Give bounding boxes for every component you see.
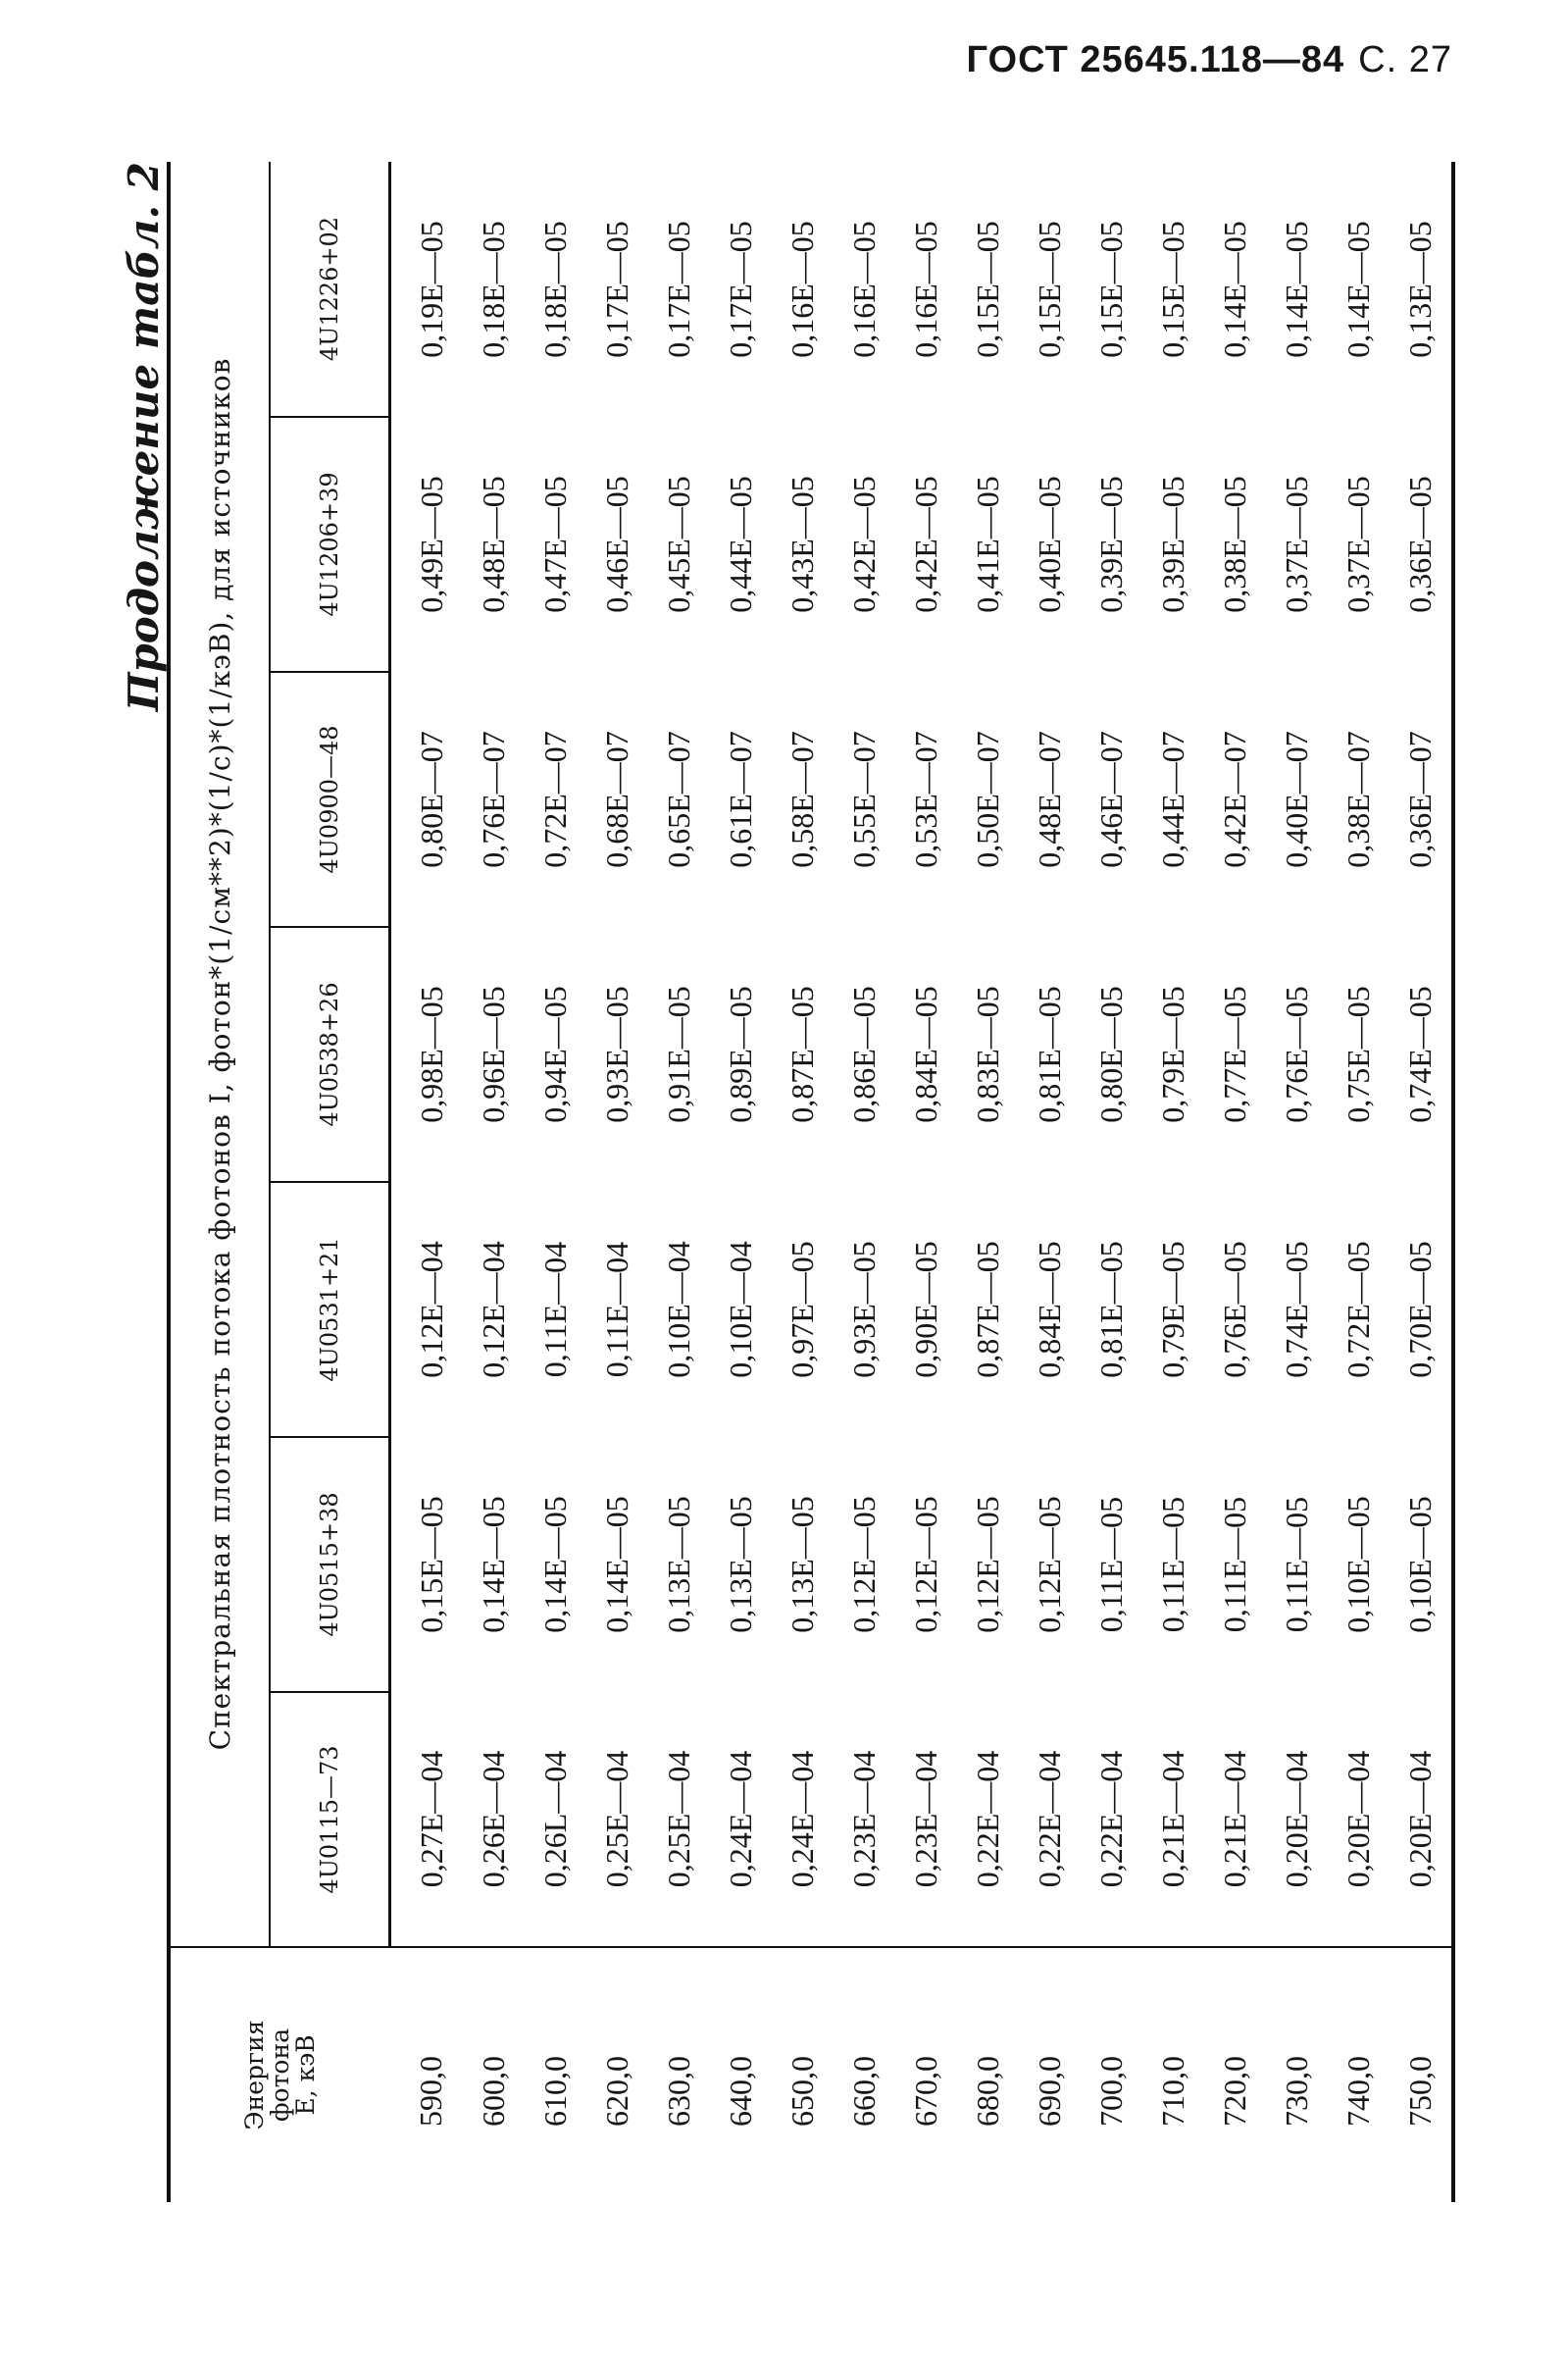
- value-cell: 0,50E—07: [970, 731, 1005, 868]
- energy-cell: 730,0: [1266, 1947, 1328, 2202]
- energy-cell: 740,0: [1328, 1947, 1390, 2202]
- table-row: [1266, 162, 1328, 2202]
- page-number: С. 27: [1358, 39, 1452, 80]
- value-cell: 0,75E—05: [1340, 986, 1376, 1123]
- value-cell: 0,14E—05: [1217, 221, 1252, 358]
- value-cell: 0,65E—07: [661, 731, 696, 868]
- value-cell: 0,12E—05: [970, 1496, 1005, 1633]
- value-cell: 0,77E—05: [1217, 986, 1252, 1123]
- table-row: [1081, 162, 1142, 2202]
- energy-header-line-1: Энергия: [239, 2020, 269, 2130]
- value-cell: 0,11E—05: [1155, 1496, 1190, 1633]
- value-cell: 0,11E—04: [537, 1241, 573, 1378]
- value-cell: 0,87E—05: [970, 1241, 1005, 1378]
- value-cell: 0,14E—05: [537, 1496, 573, 1633]
- value-cell: 0,14E—05: [1340, 221, 1376, 358]
- value-cell: 0,24E—04: [723, 1750, 758, 1888]
- value-cell: 0,38E—05: [1217, 476, 1252, 613]
- value-cell: 0,76E—05: [1279, 986, 1314, 1123]
- table-row: [895, 162, 957, 2202]
- table-row: [525, 162, 586, 2202]
- continuation-label: Продолжение табл. 2: [120, 162, 168, 712]
- value-cell: 0,24E—04: [784, 1750, 820, 1888]
- value-cell: 0,81E—05: [1032, 986, 1067, 1123]
- value-cell: 0,16E—05: [784, 221, 820, 358]
- value-cell: 0,86E—05: [846, 986, 882, 1123]
- value-cell: 0,39E—05: [1155, 476, 1190, 613]
- value-cell: 0,41E—05: [970, 476, 1005, 613]
- value-cell: 0,79E—05: [1155, 1241, 1190, 1378]
- value-cell: 0,74E—05: [1402, 986, 1438, 1123]
- value-cell: 0,25E—04: [661, 1750, 696, 1888]
- table-row: [648, 162, 710, 2202]
- source-header: 4U0538+26: [270, 927, 390, 1182]
- source-header: 4U0900—48: [270, 672, 390, 927]
- energy-cell: 620,0: [586, 1947, 648, 2202]
- value-cell: 0,44E—07: [1155, 731, 1190, 868]
- value-cell: 0,18E—05: [476, 221, 511, 358]
- value-cell: 0,17E—05: [723, 221, 758, 358]
- value-cell: 0,37E—05: [1340, 476, 1376, 613]
- value-cell: 0,84E—05: [908, 986, 943, 1123]
- value-cell: 0,98E—05: [414, 986, 449, 1123]
- value-cell: 0,47E—05: [537, 476, 573, 613]
- value-cell: 0,40E—07: [1279, 731, 1314, 868]
- value-cell: 0,26L—04: [537, 1750, 573, 1888]
- energy-cell: 610,0: [525, 1947, 586, 2202]
- value-cell: 0,11E—04: [599, 1241, 634, 1378]
- value-cell: 0,27E—04: [414, 1750, 449, 1888]
- value-cell: 0,12E—04: [476, 1241, 511, 1378]
- value-cell: 0,36E—07: [1402, 731, 1438, 868]
- value-cell: 0,15E—05: [1155, 221, 1190, 358]
- value-cell: 0,81E—05: [1093, 1241, 1129, 1378]
- value-cell: 0,16E—05: [908, 221, 943, 358]
- value-cell: 0,76E—05: [1217, 1241, 1252, 1378]
- value-cell: 0,15E—05: [970, 221, 1005, 358]
- value-cell: 0,93E—05: [846, 1241, 882, 1378]
- value-cell: 0,17E—05: [599, 221, 634, 358]
- value-cell: 0,14E—05: [599, 1496, 634, 1633]
- table-row: [586, 162, 648, 2202]
- value-cell: 0,93E—05: [599, 986, 634, 1123]
- value-cell: 0,70E—05: [1402, 1241, 1438, 1378]
- value-cell: 0,25E—04: [599, 1750, 634, 1888]
- value-cell: 0,87E—05: [784, 986, 820, 1123]
- source-header: 4U1206+39: [270, 417, 390, 672]
- table-row: [390, 162, 464, 2202]
- value-cell: 0,12E—05: [908, 1496, 943, 1633]
- value-cell: 0,23E—04: [846, 1750, 882, 1888]
- value-cell: 0,90E—05: [908, 1241, 943, 1378]
- energy-cell: 720,0: [1204, 1947, 1266, 2202]
- table-row: [1390, 162, 1453, 2202]
- energy-cell: 680,0: [957, 1947, 1019, 2202]
- table-body: [390, 162, 1454, 2202]
- value-cell: 0,39E—05: [1093, 476, 1129, 613]
- source-header: 4U0515+38: [270, 1437, 390, 1692]
- value-cell: 0,20E—04: [1279, 1750, 1314, 1888]
- value-cell: 0,42E—05: [908, 476, 943, 613]
- value-cell: 0,91E—05: [661, 986, 696, 1123]
- value-cell: 0,17E—05: [661, 221, 696, 358]
- value-cell: 0,74E—05: [1279, 1241, 1314, 1378]
- value-cell: 0,49E—05: [414, 476, 449, 613]
- value-cell: 0,14E—05: [476, 1496, 511, 1633]
- source-header: 4U0115—73: [270, 1692, 390, 1947]
- source-header: 4U0531+21: [270, 1182, 390, 1437]
- value-cell: 0,12E—05: [1032, 1496, 1067, 1633]
- energy-cell: 650,0: [772, 1947, 834, 2202]
- energy-cell: 750,0: [1390, 1947, 1453, 2202]
- value-cell: 0,22E—04: [1032, 1750, 1067, 1888]
- energy-cell: 590,0: [390, 1947, 464, 2202]
- value-cell: 0,19E—05: [414, 221, 449, 358]
- energy-cell: 640,0: [710, 1947, 772, 2202]
- rotated-table-block: [120, 162, 1451, 2202]
- value-cell: 0,72E—07: [537, 731, 573, 868]
- value-cell: 0,26E—04: [476, 1750, 511, 1888]
- value-cell: 0,10E—05: [1340, 1496, 1376, 1633]
- value-cell: 0,13E—05: [723, 1496, 758, 1633]
- value-cell: 0,80E—07: [414, 731, 449, 868]
- value-cell: 0,46E—05: [599, 476, 634, 613]
- energy-cell: 700,0: [1081, 1947, 1142, 2202]
- value-cell: 0,36E—05: [1402, 476, 1438, 613]
- value-cell: 0,38E—07: [1340, 731, 1376, 868]
- value-cell: 0,37E—05: [1279, 476, 1314, 613]
- value-cell: 0,11E—05: [1279, 1496, 1314, 1633]
- table-row: [1019, 162, 1081, 2202]
- value-cell: 0,76E—07: [476, 731, 511, 868]
- table-row: [463, 162, 525, 2202]
- source-header: 4U1226+02: [270, 162, 390, 417]
- energy-column-header: [169, 1947, 390, 2202]
- value-cell: 0,55E—07: [846, 731, 882, 868]
- value-cell: 0,97E—05: [784, 1241, 820, 1378]
- value-cell: 0,12E—04: [414, 1241, 449, 1378]
- value-cell: 0,84E—05: [1032, 1241, 1067, 1378]
- value-cell: 0,42E—05: [846, 476, 882, 613]
- value-cell: 0,13E—05: [784, 1496, 820, 1633]
- value-cell: 0,10E—05: [1402, 1496, 1438, 1633]
- value-cell: 0,20E—04: [1402, 1750, 1438, 1888]
- table-row: [772, 162, 834, 2202]
- value-cell: 0,10E—04: [723, 1241, 758, 1378]
- value-cell: 0,13E—05: [661, 1496, 696, 1633]
- value-cell: 0,72E—05: [1340, 1241, 1376, 1378]
- table-row: [710, 162, 772, 2202]
- value-cell: 0,80E—05: [1093, 986, 1129, 1123]
- page-header: [967, 39, 1453, 81]
- energy-cell: 660,0: [834, 1947, 895, 2202]
- value-cell: 0,11E—05: [1217, 1496, 1252, 1633]
- table-row: [957, 162, 1019, 2202]
- value-cell: 0,79E—05: [1155, 986, 1190, 1123]
- value-cell: 0,94E—05: [537, 986, 573, 1123]
- spectral-density-header: Спектральная плотность потока фотонов I, фотон*(1/см**2)*(1/с)*(1/кэВ), для источников: [169, 162, 270, 1947]
- energy-cell: 670,0: [895, 1947, 957, 2202]
- value-cell: 0,22E—04: [970, 1750, 1005, 1888]
- table-row: [1328, 162, 1390, 2202]
- value-cell: 0,18E—05: [537, 221, 573, 358]
- value-cell: 0,12E—05: [846, 1496, 882, 1633]
- spectral-density-table: [167, 162, 1455, 2202]
- standard-number: ГОСТ 25645.118—84: [966, 39, 1345, 80]
- value-cell: 0,58E—07: [784, 731, 820, 868]
- value-cell: 0,20E—04: [1340, 1750, 1376, 1888]
- energy-cell: 690,0: [1019, 1947, 1081, 2202]
- value-cell: 0,23E—04: [908, 1750, 943, 1888]
- value-cell: 0,21E—04: [1217, 1750, 1252, 1888]
- value-cell: 0,10E—04: [661, 1241, 696, 1378]
- value-cell: 0,83E—05: [970, 986, 1005, 1123]
- value-cell: 0,16E—05: [846, 221, 882, 358]
- value-cell: 0,45E—05: [661, 476, 696, 613]
- energy-cell: 630,0: [648, 1947, 710, 2202]
- value-cell: 0,46E—07: [1093, 731, 1129, 868]
- value-cell: 0,15E—05: [414, 1496, 449, 1633]
- value-cell: 0,44E—05: [723, 476, 758, 613]
- table-row: [834, 162, 895, 2202]
- value-cell: 0,21E—04: [1155, 1750, 1190, 1888]
- value-cell: 0,11E—05: [1093, 1496, 1129, 1633]
- energy-header-line-3: E, кэВ: [290, 2034, 320, 2116]
- value-cell: 0,40E—05: [1032, 476, 1067, 613]
- value-cell: 0,42E—07: [1217, 731, 1252, 868]
- value-cell: 0,96E—05: [476, 986, 511, 1123]
- value-cell: 0,61E—07: [723, 731, 758, 868]
- value-cell: 0,14E—05: [1279, 221, 1314, 358]
- value-cell: 0,53E—07: [908, 731, 943, 868]
- value-cell: 0,13E—05: [1402, 221, 1438, 358]
- value-cell: 0,48E—07: [1032, 731, 1067, 868]
- energy-header-line-2: фотона: [265, 2027, 294, 2123]
- table-row: [1142, 162, 1204, 2202]
- value-cell: 0,22E—04: [1093, 1750, 1129, 1888]
- table-row: [1204, 162, 1266, 2202]
- value-cell: 0,48E—05: [476, 476, 511, 613]
- value-cell: 0,43E—05: [784, 476, 820, 613]
- energy-cell: 600,0: [463, 1947, 525, 2202]
- value-cell: 0,68E—07: [599, 731, 634, 868]
- value-cell: 0,89E—05: [723, 986, 758, 1123]
- value-cell: 0,15E—05: [1032, 221, 1067, 358]
- energy-cell: 710,0: [1142, 1947, 1204, 2202]
- value-cell: 0,15E—05: [1093, 221, 1129, 358]
